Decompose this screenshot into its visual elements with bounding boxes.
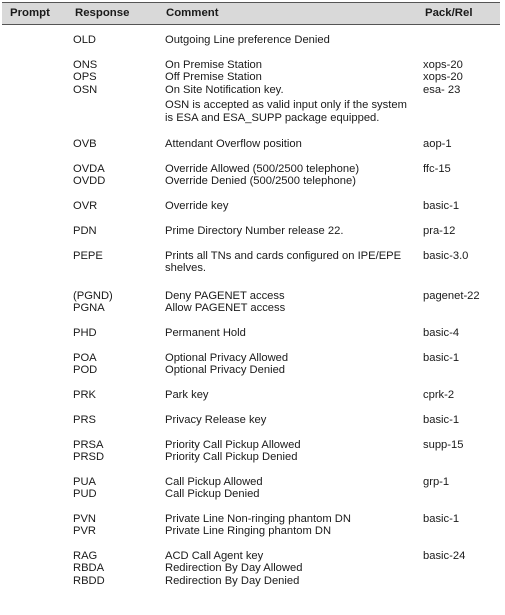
comment-cell-line: Attendant Overflow position [165, 138, 302, 150]
pack-rel-cell-line: basic-1 [423, 414, 460, 426]
pack-rel-cell [423, 250, 499, 262]
response-cell-line: POA [73, 352, 97, 364]
pack-rel-cell [423, 439, 499, 451]
response-cell [73, 550, 163, 587]
pack-rel-cell-line: esa- 23 [423, 83, 461, 96]
header-comment: Comment [166, 7, 219, 19]
comment-cell-line: Optional Privacy Allowed [165, 352, 289, 364]
response-cell [73, 290, 163, 315]
comment-cell-line: Permanent Hold [165, 327, 246, 339]
response-cell [73, 163, 163, 188]
comment-cell-line: Priority Call Pickup Allowed [165, 439, 301, 451]
pack-rel-cell [423, 138, 499, 150]
comment-cell [165, 327, 420, 339]
comment-cell-line: Call Pickup Allowed [165, 476, 263, 488]
pack-rel-cell [423, 513, 499, 525]
header-prompt: Prompt [10, 7, 50, 19]
response-cell-line: RBDD [73, 574, 105, 587]
comment-cell [165, 225, 420, 237]
pack-rel-cell-line: grp-1 [423, 476, 450, 488]
comment-cell-line: Park key [165, 389, 209, 401]
comment-cell [165, 439, 420, 464]
pack-rel-cell-line: cprk-2 [423, 389, 455, 401]
comment-cell [165, 550, 420, 587]
response-cell [73, 476, 163, 501]
pack-rel-cell [423, 476, 499, 488]
response-cell-line: POD [73, 364, 98, 377]
pack-rel-cell-line: xops-20 [423, 59, 463, 71]
response-cell [73, 250, 163, 262]
comment-cell-line: On Site Notification key. [165, 83, 284, 96]
response-cell [73, 59, 163, 96]
response-cell [73, 352, 163, 377]
response-cell-line: PEPE [73, 250, 103, 262]
comment-cell [165, 352, 420, 377]
response-cell-line: PUA [73, 476, 97, 488]
comment-cell [165, 250, 420, 275]
pack-rel-cell-line: basic-1 [423, 200, 460, 212]
response-cell-line: PRSD [73, 451, 105, 464]
response-cell [73, 414, 163, 426]
header-pack-rel: Pack/Rel [425, 7, 473, 19]
pack-rel-cell [423, 163, 499, 175]
response-cell-line: (PGND) [73, 290, 113, 302]
response-cell-line: PVN [73, 513, 97, 525]
response-cell-line: OVDA [73, 163, 105, 175]
response-cell [73, 439, 163, 464]
response-cell-line: PRK [73, 389, 97, 401]
response-cell-line: OSN [73, 83, 98, 96]
pack-rel-cell [423, 389, 499, 401]
comment-cell-line: Redirection By Day Denied [165, 574, 300, 587]
pack-rel-cell-line: pagenet-22 [423, 290, 480, 302]
pack-rel-cell-line: basic-1 [423, 513, 460, 525]
response-cell-line: RBDA [73, 562, 105, 575]
response-cell-line: RAG [73, 550, 98, 562]
comment-cell-line: Privacy Release key [165, 414, 267, 426]
response-cell-line: PHD [73, 327, 97, 339]
comment-cell-line: ACD Call Agent key [165, 550, 264, 562]
pack-rel-cell [423, 290, 499, 302]
pack-rel-cell [423, 352, 499, 364]
comment-cell-line: Override key [165, 200, 229, 212]
pack-rel-cell-line: xops-20 [423, 71, 463, 84]
response-cell [73, 200, 163, 212]
comment-note-line: is ESA and ESA_SUPP package equipped. [165, 111, 380, 124]
pack-rel-cell [423, 200, 499, 212]
comment-cell-line: shelves. [165, 262, 207, 275]
comment-cell [165, 513, 420, 538]
pack-rel-cell [423, 59, 499, 96]
comment-cell [165, 34, 420, 46]
pack-rel-cell-line: basic-3.0 [423, 250, 469, 262]
response-cell [73, 513, 163, 538]
pack-rel-cell-line: supp-15 [423, 439, 464, 451]
comment-cell [165, 476, 420, 501]
pack-rel-cell-line: ffc-15 [423, 163, 451, 175]
response-cell-line: PRS [73, 414, 97, 426]
comment-cell [165, 59, 420, 124]
comment-cell [165, 163, 420, 188]
comment-cell-line: Off Premise Station [165, 71, 262, 84]
comment-cell-line: Prints all TNs and cards configured on IPE/EPE [165, 250, 402, 262]
comment-note [165, 99, 420, 124]
response-cell-line: ONS [73, 59, 98, 71]
comment-cell-line: Private Line Ringing phantom DN [165, 525, 332, 538]
pack-rel-cell-line: basic-1 [423, 352, 460, 364]
response-cell-line: PUD [73, 488, 97, 501]
comment-cell-line: Allow PAGENET access [165, 302, 286, 315]
pack-rel-cell-line: basic-24 [423, 550, 466, 562]
table-header [2, 2, 500, 25]
pack-rel-cell [423, 225, 499, 237]
response-cell-line: OVDD [73, 175, 106, 188]
response-cell [73, 389, 163, 401]
response-cell-line: PVR [73, 525, 97, 538]
comment-cell [165, 138, 420, 150]
comment-cell-line: Outgoing Line preference Denied [165, 34, 330, 46]
response-cell-line: OVR [73, 200, 98, 212]
response-cell-line: OLD [73, 34, 97, 46]
response-cell [73, 138, 163, 150]
comment-cell-line: Override Denied (500/2500 telephone) [165, 175, 356, 188]
response-cell [73, 327, 163, 339]
comment-cell [165, 414, 420, 426]
comment-cell [165, 200, 420, 212]
comment-cell-line: Optional Privacy Denied [165, 364, 286, 377]
comment-cell-line: Private Line Non-ringing phantom DN [165, 513, 351, 525]
comment-cell-line: Call Pickup Denied [165, 488, 260, 501]
response-cell-line: OPS [73, 71, 97, 84]
comment-cell [165, 290, 420, 315]
comment-cell-line: Prime Directory Number release 22. [165, 225, 344, 237]
response-cell-line: PDN [73, 225, 97, 237]
pack-rel-cell-line: basic-4 [423, 327, 460, 339]
pack-rel-cell [423, 327, 499, 339]
header-response: Response [75, 7, 130, 19]
pack-rel-cell-line: aop-1 [423, 138, 452, 150]
comment-cell-line: Redirection By Day Allowed [165, 562, 303, 575]
comment-cell-line: Override Allowed (500/2500 telephone) [165, 163, 360, 175]
comment-cell-line: Priority Call Pickup Denied [165, 451, 298, 464]
comment-cell [165, 389, 420, 401]
response-cell-line: OVB [73, 138, 97, 150]
comment-cell-line: On Premise Station [165, 59, 263, 71]
response-cell-line: PGNA [73, 302, 105, 315]
comment-note-line: OSN is accepted as valid input only if the system [165, 99, 407, 112]
pack-rel-cell-line: pra-12 [423, 225, 456, 237]
response-cell-line: PRSA [73, 439, 104, 451]
pack-rel-cell [423, 414, 499, 426]
response-cell [73, 34, 163, 46]
pack-rel-cell [423, 550, 499, 562]
response-cell [73, 225, 163, 237]
comment-cell-line: Deny PAGENET access [165, 290, 285, 302]
